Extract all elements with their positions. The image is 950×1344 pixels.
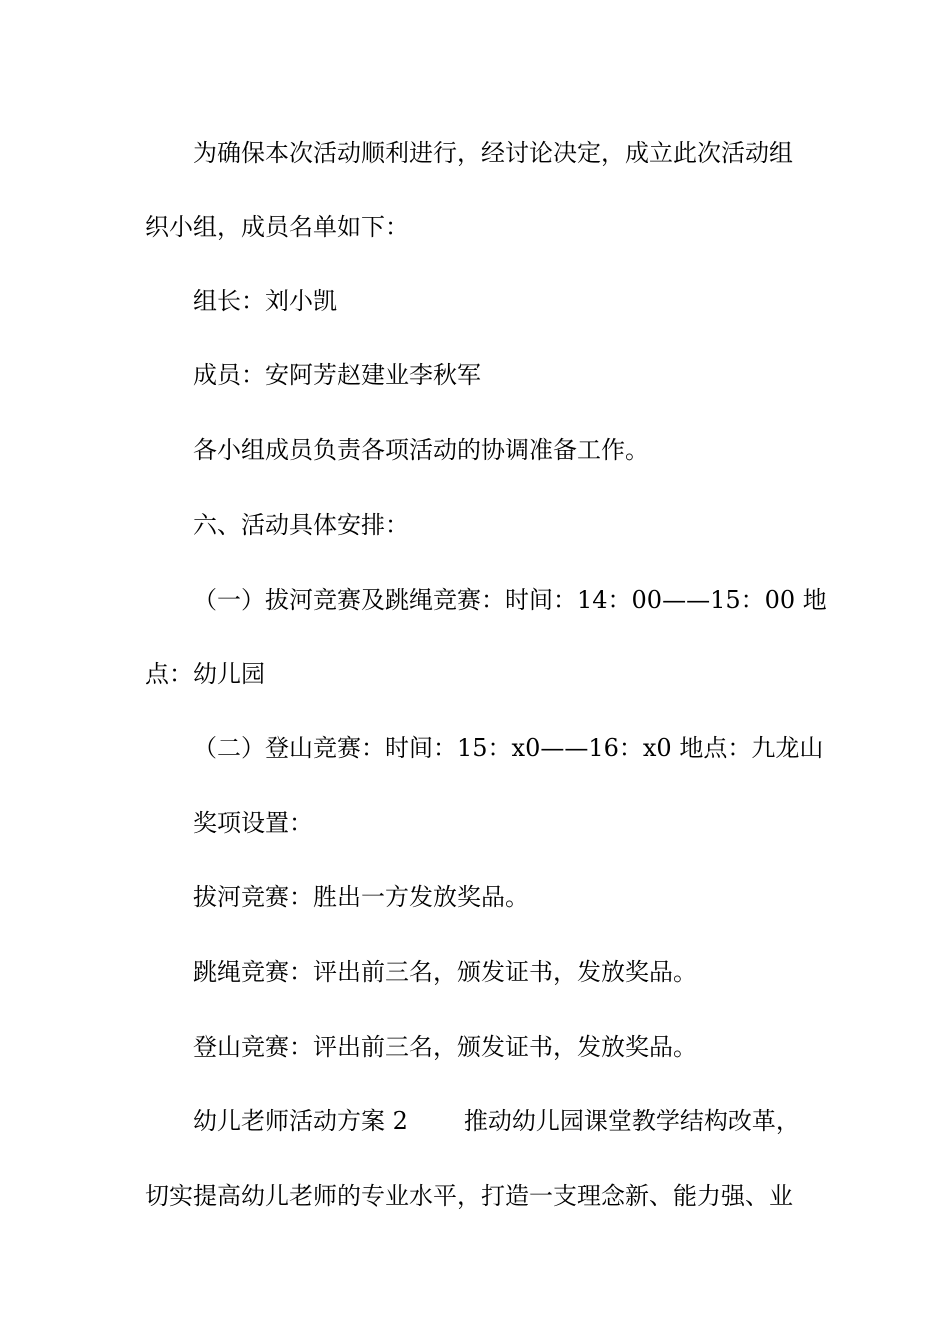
paragraph-line-5: 各小组成员负责各项活动的协调准备工作。: [193, 436, 649, 464]
section-title: 幼儿老师活动方案 2: [193, 1107, 408, 1135]
paragraph-line-13: 登山竞赛：评出前三名，颁发证书，发放奖品。: [193, 1033, 697, 1061]
paragraph-last-line: 切实提高幼儿老师的专业水平，打造一支理念新、能力强、业: [145, 1182, 793, 1210]
paragraph-line-11: 拔河竞赛：胜出一方发放奖品。: [193, 883, 529, 911]
paragraph-line-10: 奖项设置：: [193, 809, 313, 837]
paragraph-line-2: 织小组，成员名单如下：: [145, 213, 409, 241]
section-first-line: 推动幼儿园课堂教学结构改革，: [463, 1107, 800, 1135]
paragraph-line-7: （一）拔河竞赛及跳绳竞赛：时间：14：00——15：00 地: [193, 586, 827, 614]
paragraph-line-1: 为确保本次活动顺利进行，经讨论决定，成立此次活动组: [193, 139, 793, 167]
paragraph-line-12: 跳绳竞赛：评出前三名，颁发证书，发放奖品。: [193, 958, 697, 986]
paragraph-line-9: （二）登山竞赛：时间：15：x0——16：x0 地点：九龙山: [193, 734, 824, 762]
paragraph-line-3: 组长：刘小凯: [193, 287, 337, 315]
section-line: [0, 1101, 950, 1141]
paragraph-line-4: 成员：安阿芳赵建业李秋军: [193, 361, 481, 389]
section-heading-6: 六、活动具体安排：: [193, 511, 409, 539]
paragraph-line-8: 点：幼儿园: [145, 660, 265, 688]
